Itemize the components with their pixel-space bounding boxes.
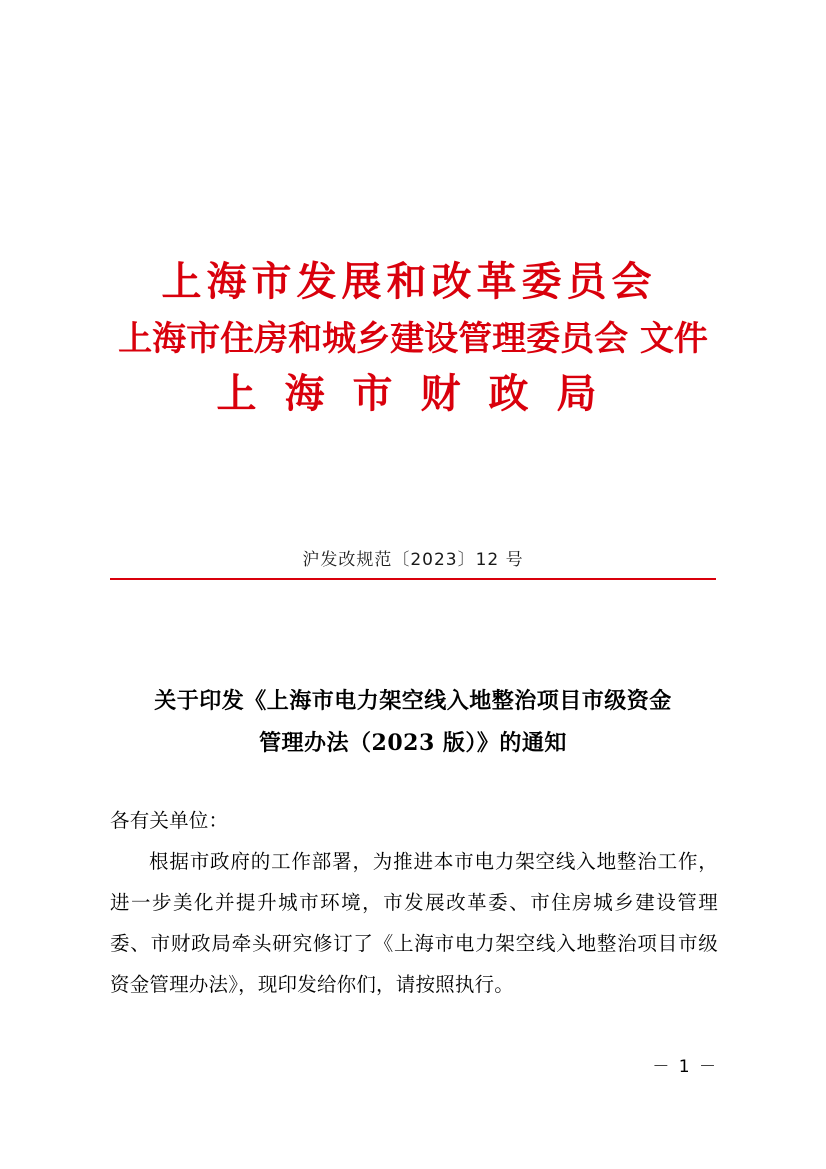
body-salutation: 各有关单位： bbox=[110, 809, 229, 832]
letterhead-line-1: 上海市发展和改革委员会 bbox=[161, 258, 657, 305]
letterhead-line-3-char-5: 政 bbox=[488, 370, 557, 417]
letterhead bbox=[0, 258, 826, 417]
footer-page-number: － 1 － bbox=[652, 1057, 718, 1077]
document-number: 沪发改规范〔2023〕12 号 bbox=[302, 550, 524, 570]
page-title-line-2: 管理办法（2023 版）》的通知 bbox=[259, 730, 567, 756]
letterhead-line-3-char-6: 局 bbox=[556, 370, 602, 417]
letterhead-line-3-char-3: 市 bbox=[352, 370, 421, 417]
letterhead-line-3-char-1: 上 bbox=[216, 370, 285, 417]
page-title-line-1: 关于印发《上海市电力架空线入地整治项目市级资金 bbox=[154, 688, 672, 714]
letterhead-divider bbox=[110, 578, 716, 580]
document-body bbox=[110, 800, 718, 1005]
letterhead-line-3-char-4: 财 bbox=[420, 370, 489, 417]
page-title bbox=[110, 680, 716, 764]
letterhead-line-3 bbox=[0, 370, 826, 417]
letterhead-line-2: 上海市住房和城乡建设管理委员会 文件 bbox=[118, 319, 708, 359]
body-paragraph-1: 根据市政府的工作部署，为推进本市电力架空线入地整治工作，进一步美化并提升城市环境，市发展改革委、市住房城乡建设管理委、市财政局牵头研究修订了《上海市电力架空线入地整治项目市级资金管理办法》，现印发给你们，请按照执行。 bbox=[110, 850, 718, 996]
letterhead-line-3-char-2: 海 bbox=[284, 370, 353, 417]
